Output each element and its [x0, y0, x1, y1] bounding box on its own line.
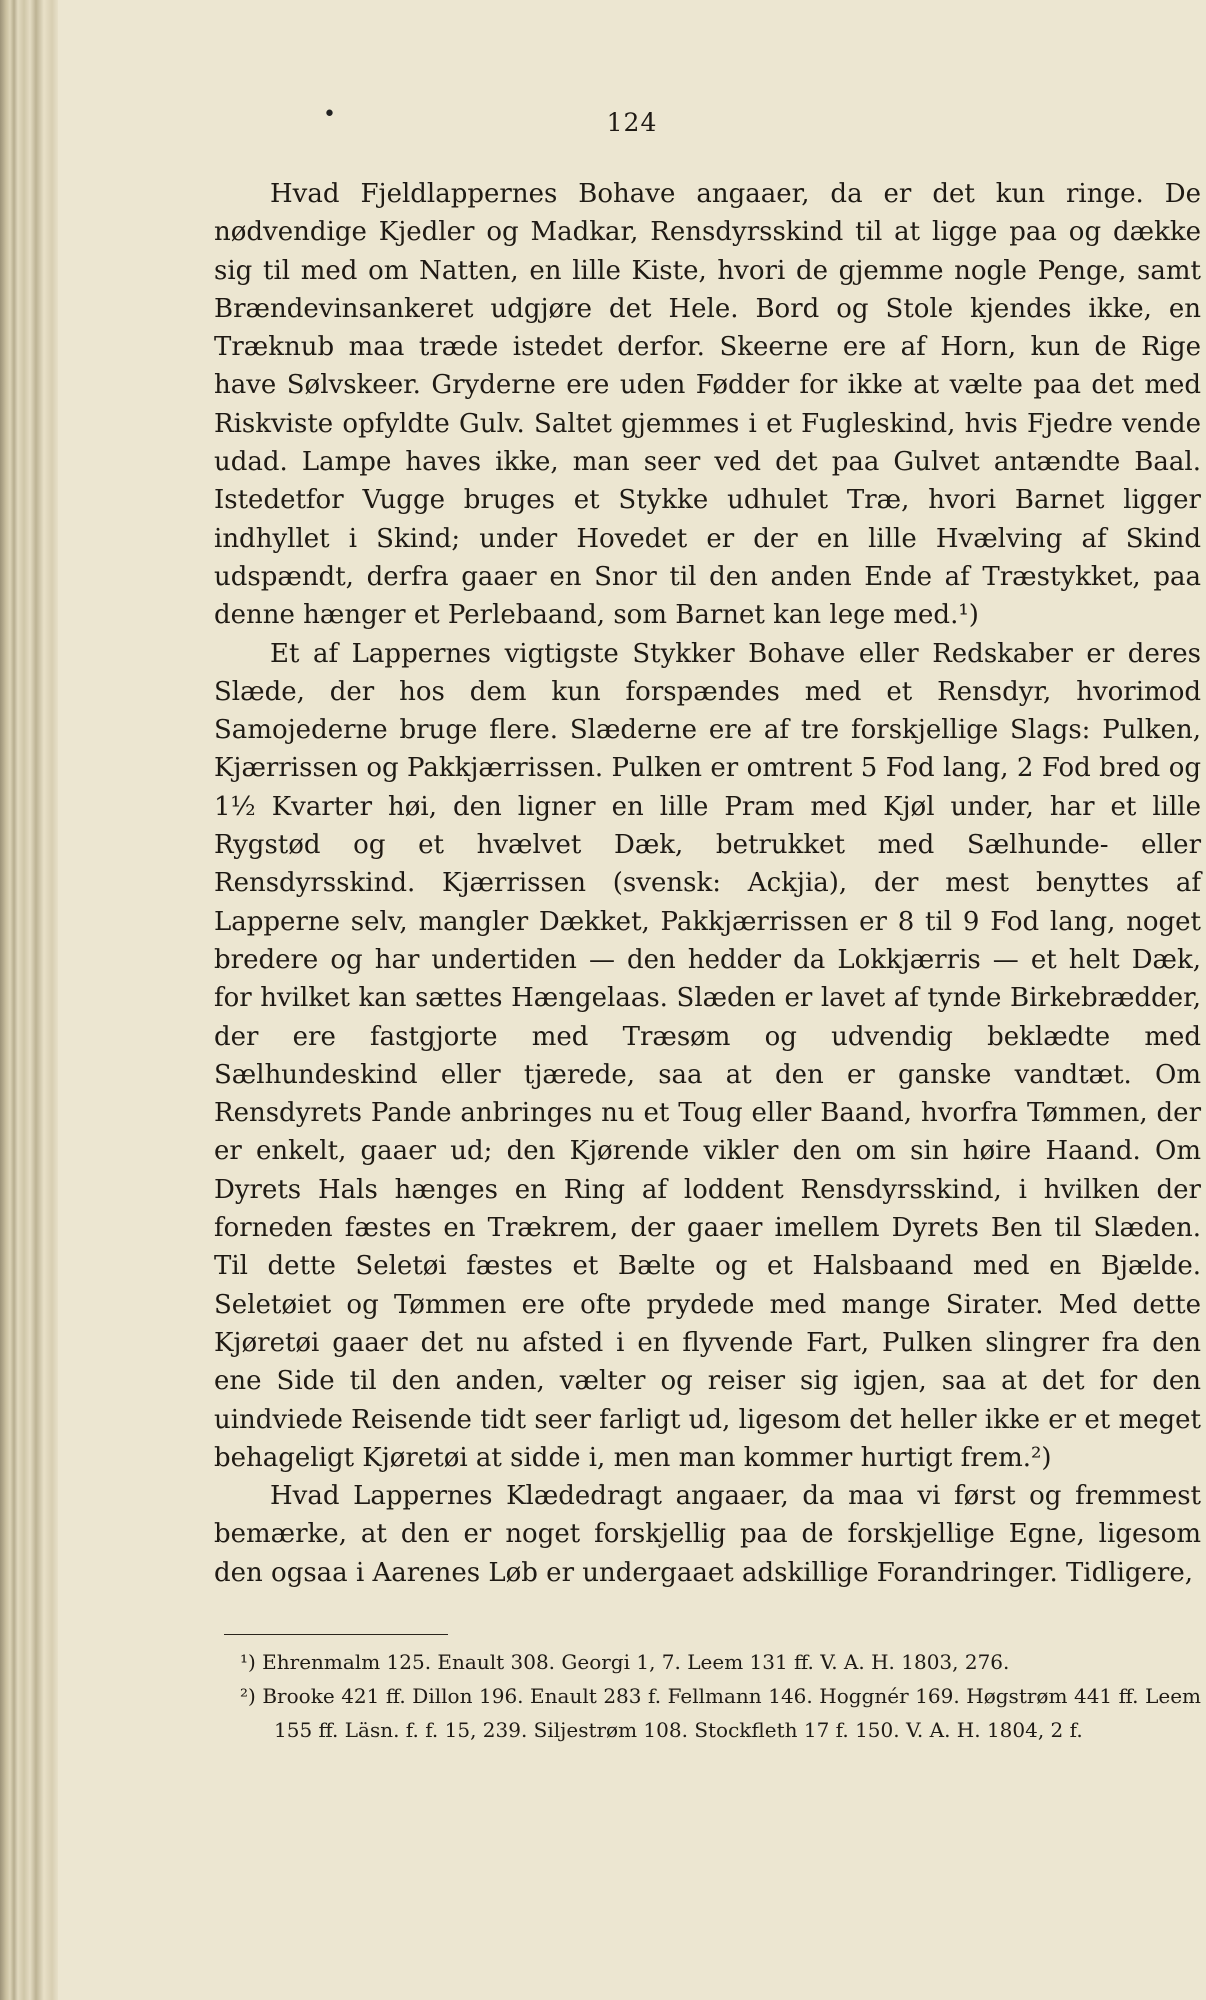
book-page — [58, 0, 1206, 2000]
footnotes — [240, 1645, 1201, 1747]
main-text — [214, 175, 1201, 1592]
paragraph-clothing: Hvad Lappernes Klædedragt angaaer, da maa vi først og fremmest bemærke, at den er noget forskjellig paa de forskjellige Egne, ligesom den ogsaa i Aarenes Løb er undergaaet adskillige Forandringer. Tidligere, — [214, 1481, 1201, 1588]
footnote-rule — [224, 1634, 448, 1635]
paragraph-sledge: Et af Lappernes vigtigste Stykker Bohave eller Redskaber er deres Slæde, der hos dem kun forspændes med et Rensdyr, hvorimod Samojederne bruge flere. Slæderne ere af tre forskjellige Slags: Pulken, Kjærrissen og Pakkjærrissen. Pulken er omtrent 5 Fod lang, 2 Fod bred og 1½ Kvarter høi, den ligner en lille Pram med Kjøl under, har et lille Rygstød og et hvælvet Dæk, betrukket med Sælhunde- eller Rensdyrsskind. Kjærrissen (svensk: Ackjia), der mest benyttes af Lapperne selv, mangler Dækket, Pakkjærrissen er 8 til 9 Fod lang, noget bredere og har undertiden — den hedder da Lokkjærris — et helt Dæk, for hvilket kan sættes Hængelaas. Slæden er lavet af tynde Birkebrædder, der ere fastgjorte med Træsøm og udvendig beklædte med Sælhundeskind eller tjærede, saa at den er ganske vandtæt. Om Rensdyrets Pande anbringes nu et Toug eller Baand, hvorfra Tømmen, der er enkelt, gaaer ud; den Kjørende vikler den om sin høire Haand. Om Dyrets Hals hænges en Ring af loddent Rensdyrsskind, i hvilken der forneden fæstes en Trækrem, der gaaer imellem Dyrets Ben til Slæden. Til dette Seletøi fæstes et Bælte og et Halsbaand med en Bjælde. Seletøiet og Tømmen ere ofte prydede med mange Sirater. Med dette Kjøretøi gaaer det nu afsted i en flyvende Fart, Pulken slingrer fra den ene Side til den anden, vælter og reiser sig igjen, saa at det for den uindviede Reisende tidt seer farligt ud, ligesom det heller ikke er et meget behageligt Kjøretøi at sidde i, men man kommer hurtigt frem.²) — [214, 638, 1201, 1473]
book-binding-edge — [0, 0, 58, 2000]
page-number: 124 — [606, 108, 658, 137]
paragraph-household: Hvad Fjeldlappernes Bohave angaaer, da er det kun ringe. De nødvendige Kjedler og Madkar, Rensdyrsskind til at ligge paa og dække sig til med om Natten, en lille Kiste, hvori de gjemme nogle Penge, samt Brændevinsankeret udgjøre det Hele. Bord og Stole kjendes ikke, en Træknub maa træde istedet derfor. Skeerne ere af Horn, kun de Rige have Sølvskeer. Gryderne ere uden Fødder for ikke at vælte paa det med Riskviste opfyldte Gulv. Saltet gjemmes i et Fugleskind, hvis Fjedre vende udad. Lampe haves ikke, man seer ved det paa Gulvet antændte Baal. Istedetfor Vugge bruges et Stykke udhulet Træ, hvori Barnet ligger indhyllet i Skind; under Hovedet er der en lille Hvælving af Skind udspændt, derfra gaaer en Snor til den anden Ende af Træstykket, paa denne hænger et Perlebaand, som Barnet kan lege med.¹) — [214, 179, 1201, 631]
footnote-2: ²) Brooke 421 ff. Dillon 196. Enault 283 f. Fellmann 146. Hoggnér 169. Høgstrøm 441 ff. Leem 155 ff. Läsn. f. f. 15, 239. Siljestrøm 108. Stockfleth 17 f. 150. V. A. H. 1804, 2 f. — [240, 1684, 1201, 1742]
ink-speck: • — [323, 102, 336, 127]
footnote-1: ¹) Ehrenmalm 125. Enault 308. Georgi 1, 7. Leem 131 ff. V. A. H. 1803, 276. — [240, 1650, 1010, 1674]
